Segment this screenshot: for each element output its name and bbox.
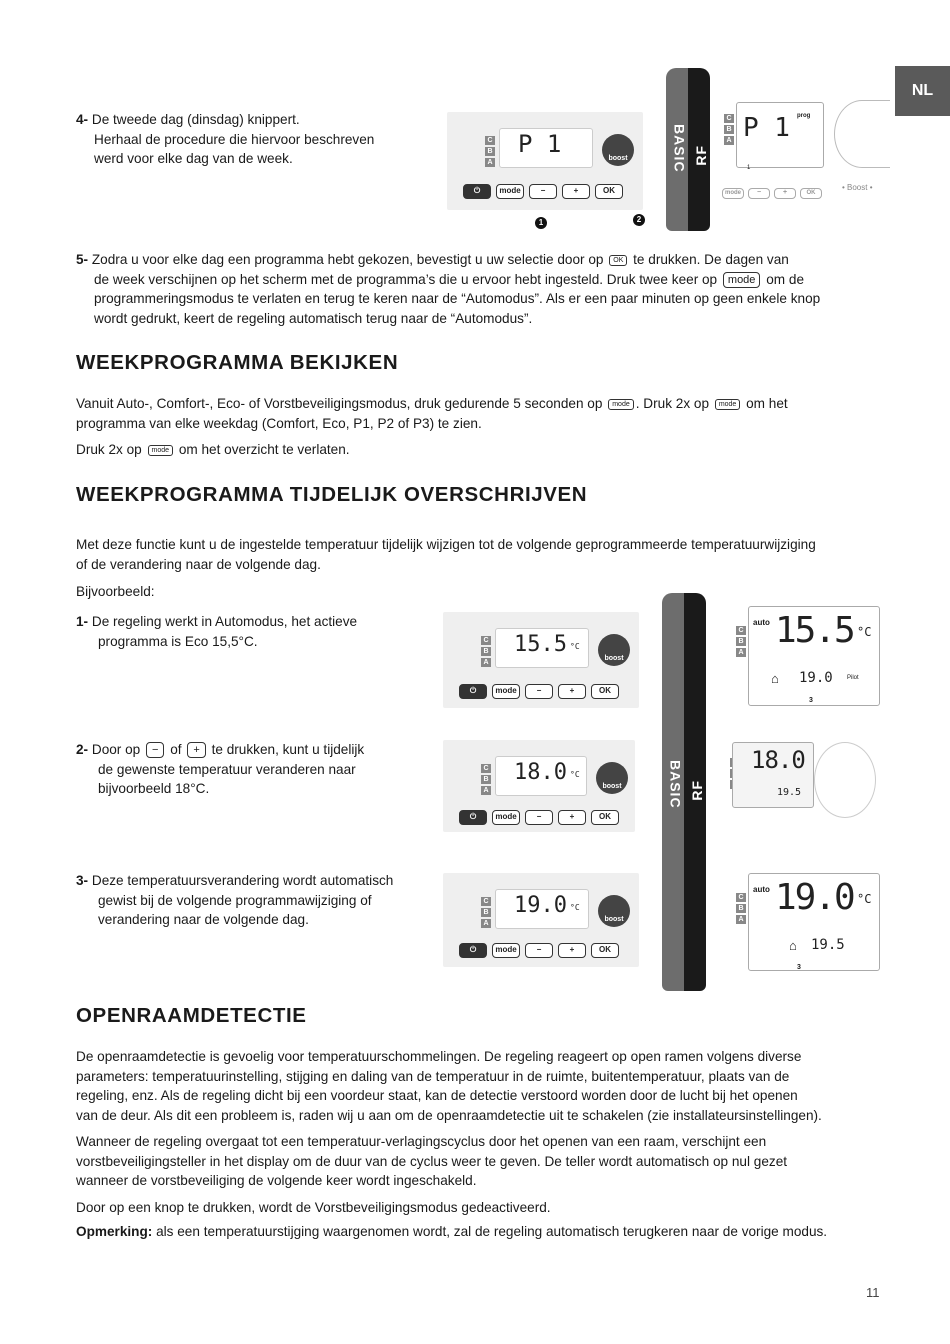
plus-key-icon: + (187, 742, 205, 758)
step-number: 4- (76, 112, 89, 127)
step-text: Door op (91, 742, 141, 757)
mode-letters: C B A (481, 764, 491, 795)
lcd-small-value: 19.5 (777, 787, 802, 798)
lcd-unit: °C (570, 903, 580, 912)
mode-key-icon: mode (148, 445, 174, 456)
section-paragraph (76, 440, 886, 460)
step-text: programmeringsmodus te verlaten en terug te keren naar de “Automodus”. Als er een paar minuten op geen enkele knop (94, 291, 821, 306)
mode-key-icon: mode (715, 399, 741, 410)
button-row (463, 184, 623, 199)
text: parameters: temperatuurinstelling, stijging en daling van de temperatuur in de ruimte, buitentemperatuur, plaats van de (76, 1068, 790, 1084)
language-tab: NL (895, 66, 950, 116)
minus-key: − (525, 943, 553, 958)
ok-key-icon: OK (609, 255, 627, 266)
page-number: 11 (866, 1285, 880, 1300)
step-text: te drukken. De dagen van (633, 252, 789, 267)
text: regeling, enz. Als de regeling dicht bij een voordeur staat, kan de detectie verstoord worden door de lucht bij het openen (76, 1088, 798, 1103)
lcd-screen (495, 756, 587, 796)
lcd-screen (748, 873, 880, 971)
mode-key: mode (492, 684, 520, 699)
lcd-value: P 1 (743, 113, 790, 143)
lcd-unit: °C (857, 625, 872, 639)
text: van de deur. Als dit een probleem is, raden wij u aan om de openraamdetectie uit te schakelen (zie installateursinstellingen). (76, 1107, 822, 1123)
text: of de verandering naar de volgende dag. (76, 556, 321, 572)
lcd-value: 19.0 (514, 893, 567, 918)
text: om het overzicht te verlaten. (178, 442, 350, 457)
note (76, 1222, 886, 1242)
rf-label: RF (693, 145, 709, 166)
plus-key: + (562, 184, 590, 199)
boost-button: boost (598, 895, 630, 927)
mode-letters: C B A (736, 893, 746, 924)
text: Wanneer de regeling overgaat tot een temperatuur-verlagingscyclus door het openen van een raam, verschijnt een (76, 1134, 767, 1149)
rf-screen (736, 873, 880, 971)
basic-device-illustration (443, 873, 639, 967)
basic-device-illustration (443, 612, 639, 708)
rf-device-hand-illustration (728, 742, 880, 852)
minus-key-icon: − (146, 742, 164, 758)
mode-letters: C B A (481, 897, 491, 928)
lcd-screen (495, 889, 589, 929)
basic-device-illustration (443, 740, 635, 832)
step-text: Herhaal de procedure die hiervoor beschreven (94, 131, 375, 147)
section-paragraph (76, 1132, 886, 1191)
button-row (459, 943, 619, 958)
override-step-3 (76, 871, 436, 930)
section-heading: WEEKPROGRAMMA TIJDELIJK OVERSCHRIJVEN (76, 483, 588, 506)
plus-key: + (774, 188, 796, 199)
ok-key: OK (595, 184, 623, 199)
pilot-label: Pilot (847, 675, 859, 681)
mode-letters: C B A (736, 626, 746, 657)
basic-label: BASIC (667, 760, 684, 809)
lcd-screen (732, 742, 814, 808)
basic-device-illustration (447, 112, 643, 210)
mode-key: mode (722, 188, 744, 199)
text: om het (746, 396, 788, 411)
minus-key: − (529, 184, 557, 199)
day-number: 3 (809, 697, 813, 704)
boost-label: • Boost • (842, 183, 873, 192)
basic-label: BASIC (671, 124, 688, 173)
override-step-2 (76, 740, 436, 799)
auto-label: auto (753, 885, 770, 894)
rf-device-illustration (722, 96, 882, 226)
rf-screen (736, 606, 880, 706)
power-icon: ⏻ (459, 943, 487, 958)
prog-label: prog (797, 113, 811, 119)
lcd-value: 18.0 (751, 746, 805, 774)
button-row (459, 810, 619, 825)
mode-key: mode (492, 810, 520, 825)
lcd-value: 19.0 (775, 877, 854, 918)
auto-label: auto (753, 618, 770, 627)
step-text: gewist bij de volgende programmawijziging of (98, 892, 372, 908)
section-paragraph: Door op een knop te drukken, wordt de Vorstbeveiligingsmodus gedeactiveerd. (76, 1200, 551, 1215)
lcd-screen (736, 102, 824, 171)
callout-2: 2 (633, 214, 645, 226)
dial-icon (814, 742, 876, 818)
step-text: Zodra u voor elke dag een programma hebt gekozen, bevestigt u uw selectie door op (91, 252, 604, 267)
section-paragraph (76, 535, 886, 574)
lcd-screen (748, 606, 880, 706)
ok-key: OK (591, 684, 619, 699)
plus-key: + (558, 810, 586, 825)
lcd-value: 15.5 (514, 632, 567, 657)
override-step-1 (76, 612, 436, 651)
step-text: of (170, 742, 182, 757)
step-text: te drukken, kunt u tijdelijk (211, 742, 365, 757)
step-number: 1- (76, 614, 89, 629)
step-number: 5- (76, 252, 89, 267)
example-label: Bijvoorbeeld: (76, 584, 155, 599)
text: De openraamdetectie is gevoelig voor temperatuurschommelingen. De regeling reageert op open ramen volgens diverse (76, 1049, 802, 1064)
mode-key: mode (492, 943, 520, 958)
step-text: om de (766, 271, 804, 287)
step-text: Deze temperatuursverandering wordt automatisch (91, 873, 394, 888)
text: Druk 2x op (76, 442, 142, 457)
lcd-unit: °C (857, 892, 872, 906)
lcd-small-value: 19.0 (799, 670, 833, 686)
power-icon: ⏻ (463, 184, 491, 199)
step-text: De tweede dag (dinsdag) knippert. (91, 112, 300, 127)
mode-key-icon: mode (608, 399, 634, 410)
day-number: 1 (747, 165, 751, 171)
boost-button: boost (602, 134, 634, 166)
text: Vanuit Auto-, Comfort-, Eco- of Vorstbeveiligingsmodus, druk gedurende 5 seconden op (76, 396, 603, 411)
step-text: De regeling werkt in Automodus, het actieve (91, 614, 358, 629)
power-icon: ⏻ (459, 684, 487, 699)
boost-button: boost (598, 634, 630, 666)
text: programma van elke weekdag (Comfort, Eco, P1, P2 of P3) te zien. (76, 415, 482, 431)
section-heading: WEEKPROGRAMMA BEKIJKEN (76, 351, 399, 374)
text: vorstbeveiligingsteller in het display om de duur van de cyclus weer te geven. De teller wordt automatisch op nul gezet (76, 1153, 788, 1169)
step-text: verandering naar de volgende dag. (98, 912, 309, 927)
lcd-value: P 1 (518, 130, 562, 158)
step-4 (76, 110, 436, 169)
step-text: programma is Eco 15,5°C. (98, 633, 258, 649)
ok-key: OK (591, 943, 619, 958)
button-row (722, 188, 822, 199)
lcd-small-value: 19.5 (811, 937, 845, 953)
step-number: 2- (76, 742, 89, 757)
text: Met deze functie kunt u de ingestelde temperatuur tijdelijk wijzigen tot de volgende geprogrammeerde temperatuurwijziging (76, 537, 816, 552)
text: wanneer de vorstbeveiliging de volgende keer wordt ingeschakeld. (76, 1173, 477, 1188)
mode-letters: C B A (485, 136, 495, 167)
lcd-screen (495, 628, 589, 668)
lcd-screen (499, 128, 593, 168)
text: . Druk 2x op (635, 396, 710, 411)
mode-key-icon: mode (723, 272, 761, 288)
dial-icon (834, 100, 890, 168)
rf-label: RF (689, 780, 705, 801)
power-icon: ⏻ (459, 810, 487, 825)
button-row (459, 684, 619, 699)
house-icon: ⌂ (771, 671, 779, 686)
minus-key: − (748, 188, 770, 199)
note-text: als een temperatuurstijging waargenomen wordt, zal de regeling automatisch terugkeren naar de vorige modus. (156, 1224, 828, 1239)
step-text: bijvoorbeeld 18°C. (98, 781, 210, 796)
note-label: Opmerking: (76, 1224, 153, 1239)
step-number: 3- (76, 873, 89, 888)
lcd-unit: °C (570, 770, 580, 779)
mode-letters: C B A (724, 114, 734, 145)
step-text: de gewenste temperatuur veranderen naar (98, 761, 356, 777)
section-paragraph (76, 394, 886, 433)
lcd-value: 18.0 (514, 760, 567, 785)
section-paragraph (76, 1047, 886, 1125)
step-text: wordt gedrukt, keert de regeling automatisch terug naar de “Automodus”. (94, 310, 533, 326)
minus-key: − (525, 810, 553, 825)
day-number: 3 (797, 964, 801, 971)
mode-key: mode (496, 184, 524, 199)
house-icon: ⌂ (789, 938, 797, 953)
callout-1: 1 (535, 217, 547, 229)
mode-letters: C B A (481, 636, 491, 667)
minus-key: − (525, 684, 553, 699)
lcd-unit: °C (570, 642, 580, 651)
lcd-value: 15.5 (775, 610, 854, 651)
boost-button: boost (596, 762, 628, 794)
section-heading: OPENRAAMDETECTIE (76, 1004, 307, 1027)
ok-key: OK (591, 810, 619, 825)
step-5 (76, 250, 886, 328)
plus-key: + (558, 684, 586, 699)
step-text: werd voor elke dag van de week. (94, 151, 293, 166)
step-text: de week verschijnen op het scherm met de programma’s die u ervoor hebt ingesteld. Druk twee keer op (94, 271, 718, 287)
plus-key: + (558, 943, 586, 958)
ok-key: OK (800, 188, 822, 199)
